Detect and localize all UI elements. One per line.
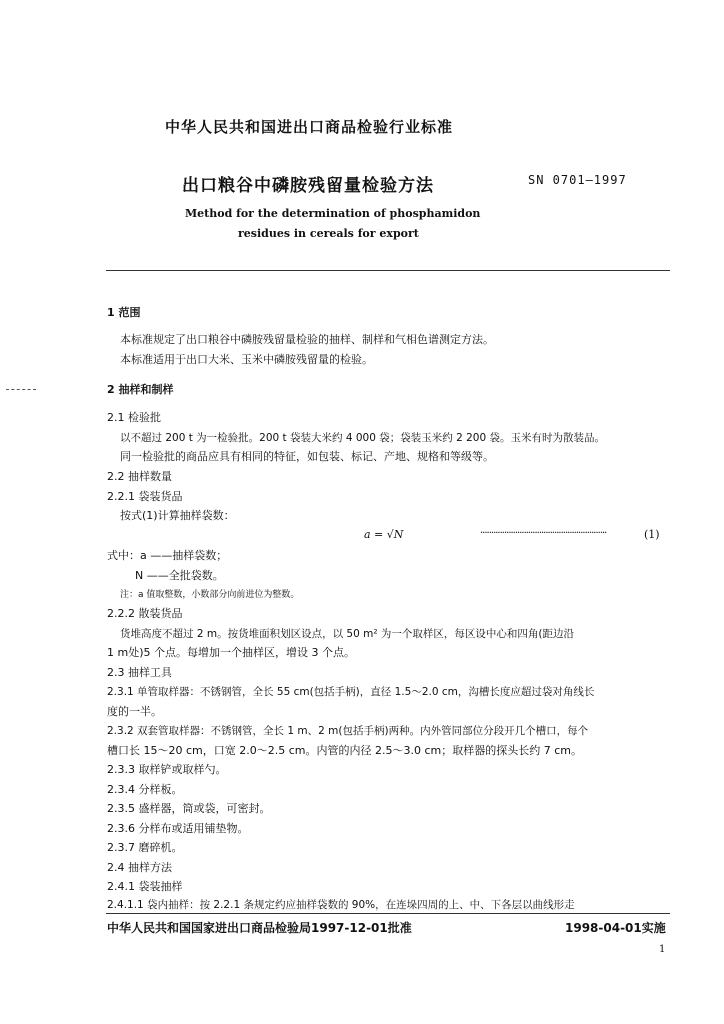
- paragraph: 槽口长 15～20 cm，口宽 2.0～2.5 cm。内管的内径 2.5～3.0 cm；取样器的探头长约 7 cm。: [107, 744, 582, 757]
- paragraph: 度的一半。: [107, 705, 162, 718]
- definition: 式中：a ——抽样袋数；: [107, 549, 228, 562]
- paragraph: 2.4.1.1 袋内抽样：按 2.2.1 条规定约应抽样袋数的 90%，在连垛四周的上、中、下各层以曲线形走: [107, 899, 575, 911]
- section-2-heading: 2 抽样和制样: [107, 383, 174, 396]
- english-title-line-1: Method for the determination of phosphamidon: [185, 207, 481, 220]
- paragraph: 本标准适用于出口大米、玉米中磷胺残留量的检验。: [120, 353, 373, 366]
- paragraph: 1 m处)5 个点。每增加一个抽样区，增设 3 个点。: [107, 646, 355, 659]
- top-divider: [106, 270, 670, 271]
- formula-leader-dots: ··························································: [480, 528, 607, 539]
- note: 注：a 值取整数，小数部分向前进位为整数。: [120, 590, 300, 600]
- implementation-date: 1998-04-01实施: [565, 921, 666, 935]
- list-item: 2.3.4 分样板。: [107, 783, 183, 796]
- subsection-heading: 2.3 抽样工具: [107, 666, 172, 679]
- subsection-heading: 2.4.1 袋装抽样: [107, 880, 183, 893]
- list-item: 2.3.5 盛样器，筒或袋，可密封。: [107, 802, 271, 815]
- paragraph: 同一检验批的商品应具有相同的特征，如包装、标记、产地、规格和等级等。: [120, 450, 494, 463]
- standard-code: SN 0701—1997: [528, 173, 627, 187]
- page-number: 1: [659, 944, 666, 955]
- paragraph: 2.3.1 单管取样器：不锈钢管，全长 55 cm(包括手柄)，直径 1.5～2.0 cm，沟槽长度应超过袋对角线长: [107, 686, 595, 698]
- list-item: 2.3.7 磨碎机。: [107, 841, 183, 854]
- paragraph: 本标准规定了出口粮谷中磷胺残留量检验的抽样、制样和气相色谱测定方法。: [120, 333, 494, 346]
- paragraph: 货堆高度不超过 2 m。按货堆面积划区设点，以 50 m² 为一个取样区，每区设中心和四角(距边沿: [120, 628, 574, 640]
- document-title: 出口粮谷中磷胺残留量检验方法: [182, 176, 434, 196]
- definition: N ——全批袋数。: [135, 569, 224, 582]
- formula-number: (1): [644, 528, 660, 541]
- formula: a = √N: [364, 528, 404, 541]
- subsection-heading: 2.1 检验批: [107, 411, 161, 424]
- subsection-heading: 2.2.2 散装货品: [107, 607, 183, 620]
- section-1-heading: 1 范围: [107, 306, 141, 319]
- english-title-line-2: residues in cereals for export: [238, 227, 419, 240]
- bottom-divider: [106, 913, 670, 914]
- subsection-heading: 2.4 抽样方法: [107, 861, 172, 874]
- standard-header: 中华人民共和国进出口商品检验行业标准: [165, 118, 454, 136]
- subsection-heading: 2.2 抽样数量: [107, 470, 172, 483]
- paragraph: 2.3.2 双套管取样器：不锈钢管，全长 1 m、2 m(包括手柄)两种。内外管同部位分段开几个槽口，每个: [107, 725, 589, 737]
- margin-dash-mark: [6, 389, 36, 391]
- list-item: 2.3.6 分样布或适用铺垫物。: [107, 822, 249, 835]
- paragraph: 按式(1)计算抽样袋数：: [120, 509, 235, 522]
- list-item: 2.3.3 取样铲或取样勺。: [107, 763, 227, 776]
- approval-date: 中华人民共和国国家进出口商品检验局1997-12-01批准: [107, 921, 412, 935]
- subsection-heading: 2.2.1 袋装货品: [107, 490, 183, 503]
- paragraph: 以不超过 200 t 为一检验批。200 t 袋装大米约 4 000 袋；袋装玉米约 2 200 袋。玉米有时为散装品。: [120, 432, 605, 444]
